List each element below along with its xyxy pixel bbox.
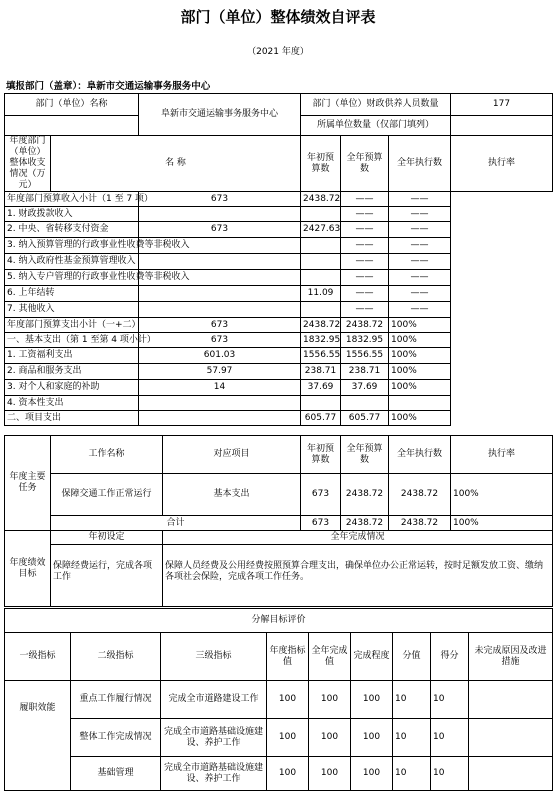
- finance-row-name: 一、基本支出（第 1 至第 4 项小计）: [5, 333, 139, 348]
- task-row-initial: 673: [301, 474, 341, 516]
- finance-row: [5, 286, 553, 302]
- task-header-work: 工作名称: [51, 436, 163, 474]
- tasks-side-label: 年度主要任务: [5, 436, 51, 531]
- eval-row-actual: 100: [309, 719, 351, 757]
- eval-row-reason: [469, 757, 553, 791]
- fin-header-name: 名 称: [51, 136, 301, 192]
- staff-count-value: 177: [451, 94, 553, 116]
- finance-row-initial: [139, 286, 301, 302]
- eval-title: 分解目标评价: [5, 609, 553, 633]
- staff-count-label: 部门（单位）财政供养人员数量: [301, 94, 451, 116]
- finance-row-annual: 238.71: [301, 364, 341, 380]
- finance-row-exec: 1556.55: [341, 348, 389, 364]
- finance-row: [5, 270, 553, 286]
- finance-row-annual: 2438.72: [301, 318, 341, 333]
- task-row-rate: 100%: [451, 474, 553, 516]
- task-header-exec: 全年执行数: [389, 436, 451, 474]
- finance-row-rate: ——: [389, 286, 451, 302]
- finance-row-rate: ——: [389, 302, 451, 318]
- eval-header-score: 分值: [393, 633, 431, 681]
- finance-row-exec: ——: [341, 238, 389, 254]
- finance-row-exec: 37.69: [341, 380, 389, 396]
- finance-row-initial: [139, 411, 301, 426]
- eval-row-actual: 100: [309, 757, 351, 791]
- finance-row-rate: ——: [389, 207, 451, 222]
- goals-complete-header: 全年完成情况: [163, 531, 553, 545]
- finance-row: [5, 380, 553, 396]
- finance-row-rate: [389, 396, 451, 411]
- eval-row-l2: 基础管理: [71, 757, 161, 791]
- finance-row: [5, 333, 553, 348]
- unit-count-value: [451, 116, 553, 136]
- task-total-exec: 2438.72: [389, 516, 451, 531]
- eval-row-score: 10: [393, 719, 431, 757]
- goals-complete-text: 保障人员经费及公用经费按照预算合理支出，确保单位办公正常运转，按时足额发放工资、缴纳各项社会保险，完成各项工作任务。: [163, 545, 553, 607]
- eval-row-target: 100: [267, 757, 309, 791]
- eval-row-degree: 100: [351, 757, 393, 791]
- finance-row-initial: [139, 254, 301, 270]
- finance-row-name: 年度部门预算支出小计（一+二）: [5, 318, 139, 333]
- finance-row-rate: ——: [389, 238, 451, 254]
- finance-row-name: 5. 纳入专户管理的行政事业性收费等非税收入: [5, 270, 139, 286]
- task-total-annual: 2438.72: [341, 516, 389, 531]
- eval-row-l2: 重点工作履行情况: [71, 681, 161, 719]
- eval-row-reason: [469, 681, 553, 719]
- finance-row: [5, 411, 553, 426]
- eval-row-score: 10: [393, 757, 431, 791]
- finance-row-exec: 238.71: [341, 364, 389, 380]
- finance-row-annual: [301, 254, 341, 270]
- finance-row-rate: ——: [389, 254, 451, 270]
- finance-row-name: 7. 其他收入: [5, 302, 139, 318]
- tasks-table: [4, 435, 553, 531]
- finance-row: [5, 238, 553, 254]
- goals-table: [4, 530, 553, 607]
- finance-row-rate: 100%: [389, 348, 451, 364]
- eval-header-actual: 全年完成值: [309, 633, 351, 681]
- task-header-item: 对应项目: [163, 436, 301, 474]
- eval-row-reason: [469, 719, 553, 757]
- finance-row-name: 3. 纳入预算管理的行政事业性收费等非税收入: [5, 238, 139, 254]
- finance-row-name: 4. 资本性支出: [5, 396, 139, 411]
- finance-row: [5, 222, 553, 238]
- finance-row-exec: ——: [341, 270, 389, 286]
- finance-table: [4, 93, 553, 426]
- finance-row-exec: ——: [341, 286, 389, 302]
- finance-row-annual: [301, 238, 341, 254]
- finance-row-annual: [301, 302, 341, 318]
- page-title: 部门（单位）整体绩效自评表: [180, 8, 376, 26]
- eval-header-l1: 一级指标: [5, 633, 71, 681]
- eval-header-target: 年度指标值: [267, 633, 309, 681]
- finance-row-name: 2. 中央、省转移支付资金: [5, 222, 139, 238]
- finance-row-rate: ——: [389, 270, 451, 286]
- finance-row-rate: ——: [389, 222, 451, 238]
- finance-row-name: 年度部门预算收入小计（1 至 7 项）: [5, 192, 139, 207]
- eval-row-got: 10: [431, 719, 469, 757]
- finance-row-exec: ——: [341, 302, 389, 318]
- eval-header-degree: 完成程度: [351, 633, 393, 681]
- goals-side-label: 年度绩效目标: [5, 531, 51, 607]
- eval-row-target: 100: [267, 681, 309, 719]
- task-row-annual: 2438.72: [341, 474, 389, 516]
- finance-row-initial: 14: [139, 380, 301, 396]
- finance-row-name: 1. 财政拨款收入: [5, 207, 139, 222]
- finance-row-exec: ——: [341, 254, 389, 270]
- finance-row-annual: 1556.55: [301, 348, 341, 364]
- task-row-item: 基本支出: [163, 474, 301, 516]
- eval-header-l2: 二级指标: [71, 633, 161, 681]
- finance-row-annual: 37.69: [301, 380, 341, 396]
- finance-row: [5, 348, 553, 364]
- eval-header-l3: 三级指标: [161, 633, 267, 681]
- finance-row-annual: 2438.72: [301, 192, 341, 207]
- finance-row-initial: [139, 396, 301, 411]
- finance-row-initial: [139, 302, 301, 318]
- finance-row-rate: ——: [389, 192, 451, 207]
- fin-header-rate: 执行率: [451, 136, 553, 192]
- finance-row-initial: 673: [139, 222, 301, 238]
- finance-row-exec: ——: [341, 207, 389, 222]
- finance-row-initial: 673: [139, 192, 301, 207]
- finance-row-annual: 11.09: [301, 286, 341, 302]
- goals-initial-header: 年初设定: [51, 531, 163, 545]
- finance-row-initial: 673: [139, 318, 301, 333]
- eval-row-actual: 100: [309, 681, 351, 719]
- finance-row-exec: ——: [341, 192, 389, 207]
- finance-row-exec: [341, 396, 389, 411]
- finance-row-exec: ——: [341, 222, 389, 238]
- dept-name-value: 阜新市交通运输事务服务中心: [139, 94, 301, 136]
- finance-row-annual: [301, 207, 341, 222]
- year-label: （2021 年度）: [247, 47, 309, 57]
- task-header-annual: 全年预算数: [341, 436, 389, 474]
- eval-l1-label: 履职效能: [5, 681, 71, 791]
- finance-row-exec: 1832.95: [341, 333, 389, 348]
- fin-header-annual: 全年预算数: [341, 136, 389, 192]
- finance-row-rate: 100%: [389, 411, 451, 426]
- finance-row-name: 2. 商品和服务支出: [5, 364, 139, 380]
- finance-row-annual: [301, 396, 341, 411]
- finance-row-name: 1. 工资福利支出: [5, 348, 139, 364]
- finance-side-label: 年度部门（单位）整体收支情况（万元）: [5, 136, 51, 192]
- goals-initial-text: 保障经费运行，完成各项工作: [51, 545, 163, 607]
- finance-row-rate: 100%: [389, 333, 451, 348]
- finance-row: [5, 192, 553, 207]
- finance-row-annual: 2427.63: [301, 222, 341, 238]
- finance-row: [5, 318, 553, 333]
- eval-row-l3: 完成全市道路基础设施建设、养护工作: [161, 757, 267, 791]
- task-total-rate: 100%: [451, 516, 553, 531]
- finance-row-name: 二、项目支出: [5, 411, 139, 426]
- fin-header-exec: 全年执行数: [389, 136, 451, 192]
- finance-row-rate: 100%: [389, 380, 451, 396]
- finance-row: [5, 207, 553, 222]
- eval-row-target: 100: [267, 719, 309, 757]
- finance-row: [5, 302, 553, 318]
- finance-row: [5, 364, 553, 380]
- task-row-exec: 2438.72: [389, 474, 451, 516]
- eval-row-got: 10: [431, 757, 469, 791]
- fin-header-initial: 年初预算数: [301, 136, 341, 192]
- finance-row-annual: 605.77: [301, 411, 341, 426]
- task-row-work: 保障交通工作正常运行: [51, 474, 163, 516]
- eval-row-got: 10: [431, 681, 469, 719]
- finance-row-initial: 57.97: [139, 364, 301, 380]
- finance-row-name: 4. 纳入政府性基金预算管理收入: [5, 254, 139, 270]
- eval-row-l2: 整体工作完成情况: [71, 719, 161, 757]
- eval-table: [4, 608, 553, 791]
- task-total-label: 合计: [51, 516, 301, 531]
- task-header-initial: 年初预算数: [301, 436, 341, 474]
- dept-name-label: 部门（单位）名称: [5, 94, 139, 116]
- finance-row-rate: 100%: [389, 364, 451, 380]
- finance-row-exec: 2438.72: [341, 318, 389, 333]
- eval-header-got: 得分: [431, 633, 469, 681]
- eval-row-degree: 100: [351, 719, 393, 757]
- finance-row-rate: 100%: [389, 318, 451, 333]
- finance-row-exec: 605.77: [341, 411, 389, 426]
- finance-row-name: 3. 对个人和家庭的补助: [5, 380, 139, 396]
- finance-row-initial: 601.03: [139, 348, 301, 364]
- eval-row-l3: 完成全市道路建设工作: [161, 681, 267, 719]
- finance-row: [5, 254, 553, 270]
- finance-row-name: 6. 上年结转: [5, 286, 139, 302]
- filler-dept: 填报部门（盖章）：阜新市交通运输事务服务中心: [6, 81, 211, 92]
- dept-name-label-cont: [5, 116, 139, 136]
- task-header-rate: 执行率: [451, 436, 553, 474]
- eval-row-score: 10: [393, 681, 431, 719]
- finance-row-annual: [301, 270, 341, 286]
- eval-row-degree: 100: [351, 681, 393, 719]
- task-total-initial: 673: [301, 516, 341, 531]
- eval-header-reason: 未完成原因及改进措施: [469, 633, 553, 681]
- finance-row-initial: [139, 207, 301, 222]
- finance-row-initial: 673: [139, 333, 301, 348]
- eval-row-l3: 完成全市道路基础设施建设、养护工作: [161, 719, 267, 757]
- finance-row-annual: 1832.95: [301, 333, 341, 348]
- finance-row: [5, 396, 553, 411]
- unit-count-label: 所属单位数量（仅部门填列）: [301, 116, 451, 136]
